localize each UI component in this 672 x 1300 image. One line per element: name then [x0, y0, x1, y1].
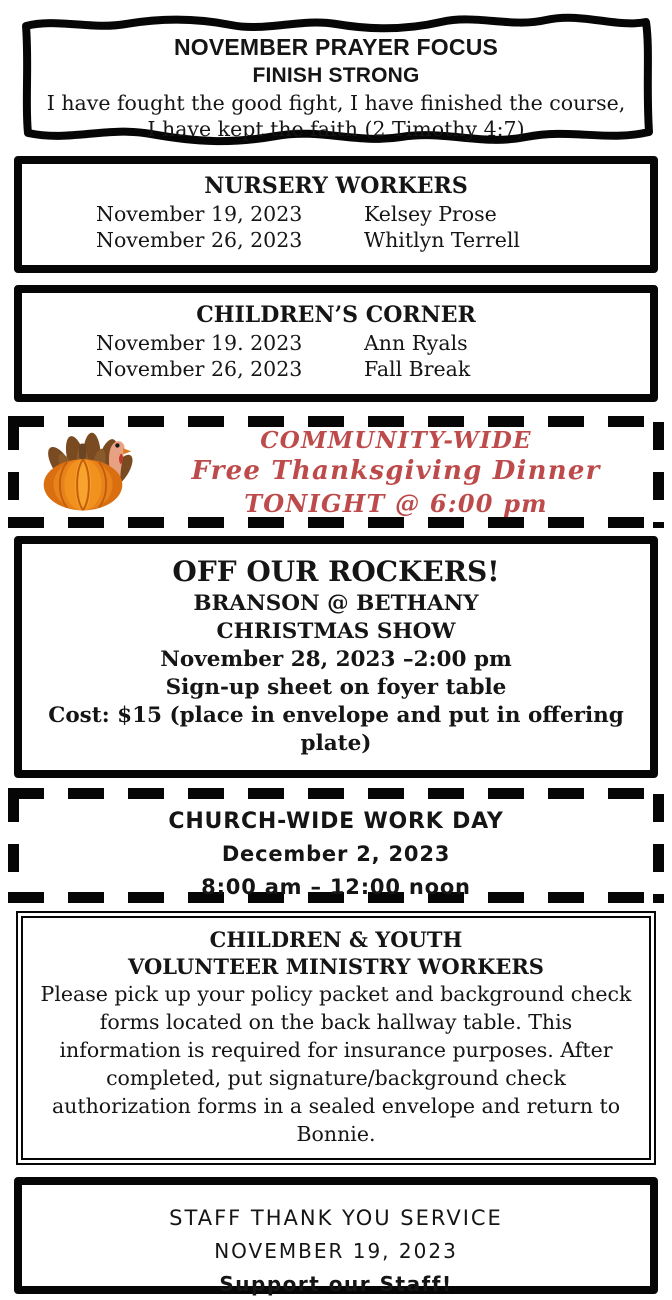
nursery-date: November 19, 2023	[96, 202, 303, 226]
rockers-line-signup: Sign-up sheet on foyer table	[165, 675, 507, 700]
work-day-time: 8:00 am – 12:00 noon	[201, 875, 471, 899]
rockers-line-branson: BRANSON @ BETHANY	[193, 591, 479, 616]
staff-service-date: NOVEMBER 19, 2023	[214, 1239, 458, 1263]
prayer-focus-subtitle: FINISH STRONG	[252, 64, 420, 87]
off-our-rockers-title: OFF OUR ROCKERS!	[172, 555, 500, 588]
childrens-corner-box	[14, 285, 658, 402]
childrens-corner-date: November 26, 2023	[96, 357, 303, 381]
nursery-workers-box	[14, 156, 658, 273]
scripture-line-2: I have kept the faith (2 Timothy 4:7)	[147, 117, 525, 141]
volunteer-body-text: Please pick up your policy packet and background check forms located on the back hallway table. This information is required for insurance purposes. After completed, put signature/background check authorization forms in a sealed envelope and return to Bonnie.	[40, 982, 632, 1146]
volunteer-title-2: VOLUNTEER MINISTRY WORKERS	[128, 954, 544, 979]
thanksgiving-line-3: TONIGHT @ 6:00 pm	[244, 488, 548, 518]
childrens-corner-row	[22, 356, 650, 382]
prayer-focus-box	[16, 10, 656, 148]
nursery-row	[22, 227, 650, 253]
childrens-corner-row	[22, 330, 650, 356]
thanksgiving-dinner-box	[8, 416, 664, 528]
childrens-corner-title: CHILDREN’S CORNER	[196, 302, 476, 328]
staff-service-title: STAFF THANK YOU SERVICE	[169, 1206, 503, 1230]
nursery-name: Whitlyn Terrell	[364, 228, 520, 252]
childrens-corner-name: Fall Break	[364, 357, 471, 381]
nursery-date: November 26, 2023	[96, 228, 303, 252]
nursery-workers-title: NURSERY WORKERS	[204, 173, 468, 199]
nursery-name: Kelsey Prose	[364, 202, 497, 226]
volunteer-ministry-box	[16, 911, 656, 1165]
nursery-row	[22, 201, 650, 227]
prayer-focus-title: NOVEMBER PRAYER FOCUS	[173, 34, 499, 60]
work-day-title: CHURCH-WIDE WORK DAY	[168, 809, 504, 834]
bulletin-page	[0, 10, 672, 1296]
turkey-pumpkin-icon	[8, 431, 158, 513]
rockers-line-show: CHRISTMAS SHOW	[216, 619, 456, 644]
thanksgiving-line-1: COMMUNITY-WIDE	[260, 426, 532, 454]
work-day-box	[8, 788, 664, 903]
scripture-line-1: I have fought the good fight, I have finished the course,	[46, 91, 626, 115]
rockers-line-cost: Cost: $15 (place in envelope and put in offering plate)	[48, 703, 624, 756]
childrens-corner-name: Ann Ryals	[364, 331, 468, 355]
work-day-date: December 2, 2023	[221, 842, 451, 866]
volunteer-title-1: CHILDREN & YOUTH	[209, 927, 463, 952]
childrens-corner-date: November 19. 2023	[96, 331, 303, 355]
staff-service-support: Support our Staff!	[219, 1272, 453, 1296]
off-our-rockers-box	[14, 536, 658, 778]
rockers-line-date: November 28, 2023 –2:00 pm	[160, 647, 512, 672]
thanksgiving-line-2: Free Thanksgiving Dinner	[191, 455, 601, 486]
staff-thank-you-box	[14, 1177, 658, 1294]
